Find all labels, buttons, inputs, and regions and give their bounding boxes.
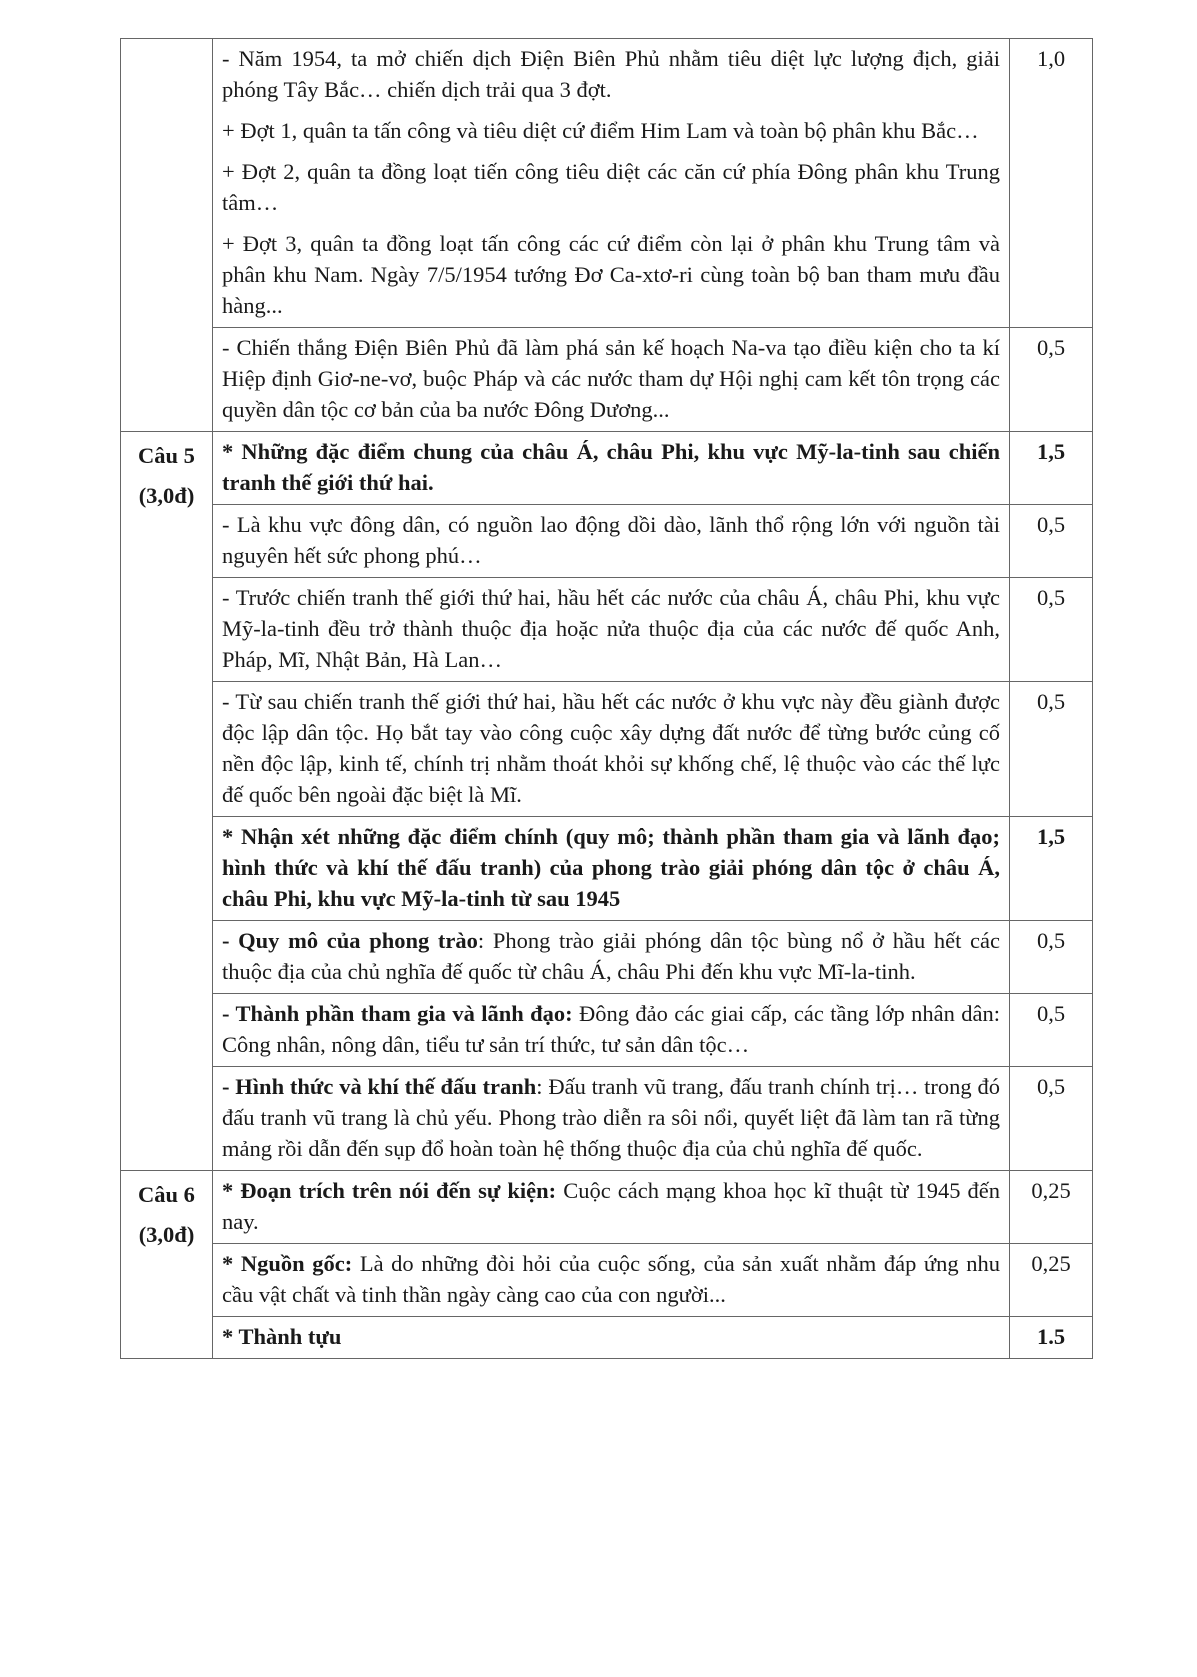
- item-text: Cuộc cách mạng khoa học kĩ thuật từ 1945 đến nay.: [222, 1178, 1001, 1234]
- section-heading: * Những đặc điểm chung của châu Á, châu Phi, khu vực Mỹ-la-tinh sau chiến tranh thế giới thứ hai.: [213, 432, 1010, 505]
- item-text: Đông đảo các giai cấp, các tầng lớp nhân dân: Công nhân, nông dân, tiểu tư sản trí thức, tư sản dân tộc…: [222, 1001, 1000, 1057]
- answer-key-table: [120, 38, 1093, 1359]
- section-heading: * Nhận xét những đặc điểm chính (quy mô; thành phần tham gia và lãnh đạo; hình thức và khí thế đấu tranh) của phong trào giải phóng dân tộc ở châu Á, châu Phi, khu vực Mỹ-la-tinh từ sau 1945: [213, 817, 1010, 921]
- question-label-cell: [121, 432, 213, 1171]
- content-cell: - Là khu vực đông dân, có nguồn lao động dồi dào, lãnh thổ rộng lớn với nguồn tài nguyên hết sức phong phú…: [213, 505, 1010, 578]
- item-lead: * Nguồn gốc:: [222, 1251, 353, 1276]
- table-row: [121, 1067, 1093, 1171]
- table-row: [121, 1171, 1093, 1244]
- question-points: (3,0đ): [138, 483, 195, 508]
- score-cell: 0,25: [1010, 1244, 1093, 1317]
- question-label-cell: [121, 1171, 213, 1359]
- table-row: [121, 817, 1093, 921]
- content-cell: [213, 39, 1010, 328]
- table-row: [121, 1244, 1093, 1317]
- content-cell: - Trước chiến tranh thế giới thứ hai, hầu hết các nước của châu Á, châu Phi, khu vực Mỹ-la-tinh đều trở thành thuộc địa hoặc nửa thuộc địa của các nước đế quốc Anh, Pháp, Mĩ, Nhật Bản, Hà Lan…: [213, 578, 1010, 682]
- content-cell: [213, 1067, 1010, 1171]
- content-cell: [213, 1244, 1010, 1317]
- score-cell: 0,5: [1010, 682, 1093, 817]
- table-row: [121, 432, 1093, 505]
- item-lead: - Hình thức và khí thế đấu tranh: [222, 1074, 537, 1099]
- score-cell: 0,5: [1010, 994, 1093, 1067]
- question-number: Câu 5: [138, 443, 195, 468]
- table-row: [121, 682, 1093, 817]
- table-row: [121, 921, 1093, 994]
- table-row: [121, 505, 1093, 578]
- table-row: [121, 39, 1093, 328]
- question-points: (3,0đ): [138, 1222, 195, 1247]
- content-cell: [213, 1171, 1010, 1244]
- table-row: [121, 578, 1093, 682]
- content-cell: [213, 1317, 1010, 1359]
- score-cell: 0,5: [1010, 328, 1093, 432]
- score-cell: 0,5: [1010, 578, 1093, 682]
- item-lead: * Đoạn trích trên nói đến sự kiện:: [222, 1178, 557, 1203]
- score-cell: 1.5: [1010, 1317, 1093, 1359]
- item-text: Là do những đòi hỏi của cuộc sống, của sản xuất nhằm đáp ứng nhu cầu vật chất và tinh thần ngày càng cao của con người...: [222, 1251, 1000, 1307]
- score-cell: 0,5: [1010, 921, 1093, 994]
- table-row: [121, 994, 1093, 1067]
- item-lead: * Thành tựu: [222, 1324, 342, 1349]
- score-cell: 0,5: [1010, 505, 1093, 578]
- paragraph: + Đợt 2, quân ta đồng loạt tiến công tiêu diệt các căn cứ phía Đông phân khu Trung tâm…: [222, 159, 1000, 215]
- paragraph: + Đợt 3, quân ta đồng loạt tấn công các cứ điểm còn lại ở phân khu Trung tâm và phân khu Nam. Ngày 7/5/1954 tướng Đơ Ca-xtơ-ri cùng toàn bộ ban tham mưu đầu hàng...: [222, 231, 1000, 318]
- score-cell: 0,25: [1010, 1171, 1093, 1244]
- table-row: [121, 328, 1093, 432]
- question-cell-empty: [121, 39, 213, 432]
- score-cell: 1,5: [1010, 817, 1093, 921]
- paragraph: + Đợt 1, quân ta tấn công và tiêu diệt cứ điểm Him Lam và toàn bộ phân khu Bắc…: [222, 118, 979, 143]
- paragraph: - Năm 1954, ta mở chiến dịch Điện Biên Phủ nhằm tiêu diệt lực lượng địch, giải phóng Tây Bắc… chiến dịch trải qua 3 đợt.: [222, 46, 1000, 102]
- score-cell: 1,0: [1010, 39, 1093, 328]
- question-number: Câu 6: [138, 1182, 195, 1207]
- item-text: : Phong trào giải phóng dân tộc bùng nổ ở hầu hết các thuộc địa của chủ nghĩa đế quốc từ châu Á, châu Phi đến khu vực Mĩ-la-tinh.: [222, 928, 1000, 984]
- score-cell: 0,5: [1010, 1067, 1093, 1171]
- content-cell: [213, 921, 1010, 994]
- item-lead: - Quy mô của phong trào: [222, 928, 478, 953]
- table-row: [121, 1317, 1093, 1359]
- content-cell: [213, 994, 1010, 1067]
- item-text: : Đấu tranh vũ trang, đấu tranh chính trị… trong đó đấu tranh vũ trang là chủ yếu. Phong trào diễn ra sôi nổi, quyết liệt đã làm tan rã từng mảng rồi dẫn đến sụp đổ hoàn toàn hệ thống thuộc địa của chủ nghĩa đế quốc.: [222, 1074, 1000, 1161]
- score-cell: 1,5: [1010, 432, 1093, 505]
- content-cell: - Chiến thắng Điện Biên Phủ đã làm phá sản kế hoạch Na-va tạo điều kiện cho ta kí Hiệp định Giơ-ne-vơ, buộc Pháp và các nước tham dự Hội nghị cam kết tôn trọng các quyền dân tộc cơ bản của ba nước Đông Dương...: [213, 328, 1010, 432]
- content-cell: - Từ sau chiến tranh thế giới thứ hai, hầu hết các nước ở khu vực này đều giành được độc lập dân tộc. Họ bắt tay vào công cuộc xây dựng đất nước để từng bước củng cố nền độc lập, kinh tế, chính trị nhằm thoát khỏi sự khống chế, lệ thuộc vào các thế lực đế quốc bên ngoài đặc biệt là Mĩ.: [213, 682, 1010, 817]
- item-lead: - Thành phần tham gia và lãnh đạo:: [222, 1001, 573, 1026]
